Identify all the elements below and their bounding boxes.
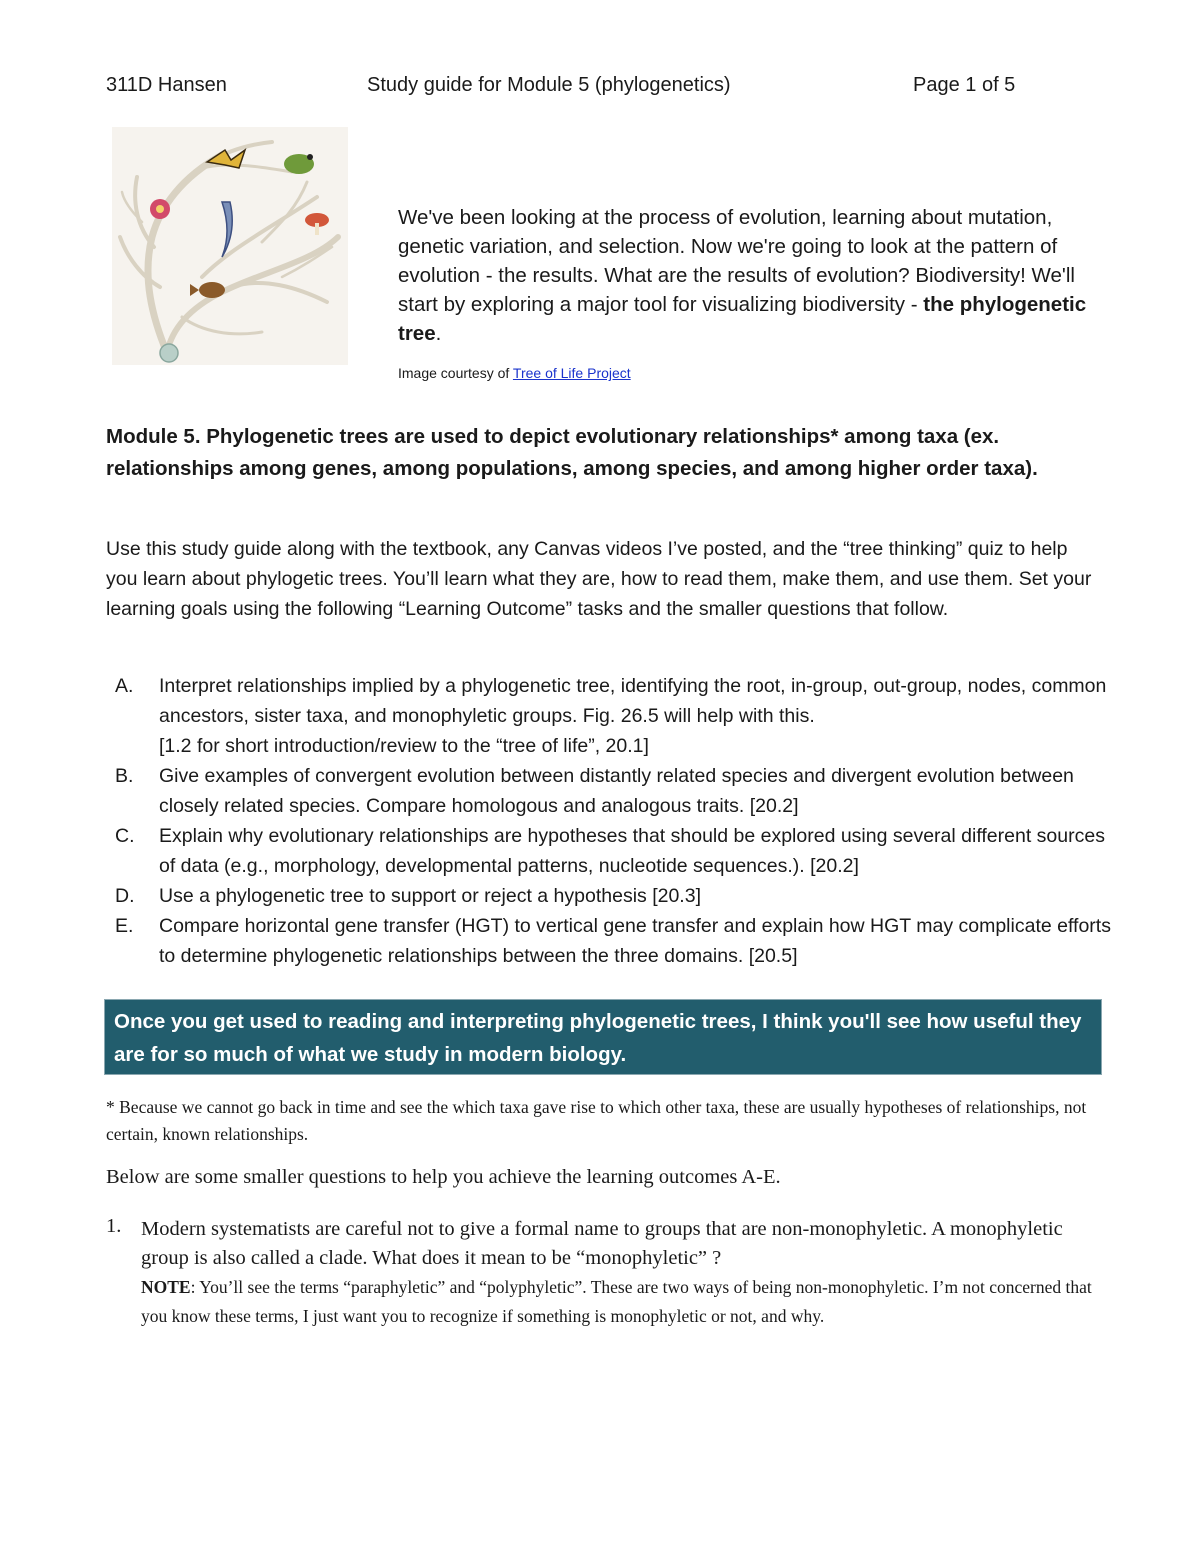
intro-text: We've been looking at the process of evolution, learning about mutation, genetic variation, and selection. Now we're going to look at the pattern of evolution - the results. What are the results of evolution? Biodiversity! We'll start by exploring a major tool for visualizing biodiversity - — [398, 206, 1075, 316]
outcome-item — [106, 761, 1116, 821]
outcome-letter: E. — [115, 915, 134, 937]
module-title: Module 5. Phylogenetic trees are used to depict evolutionary relationships* among taxa (ex. relationships among genes, among populations, among species, and among higher order taxa). — [106, 425, 1038, 480]
outcome-text: Explain why evolutionary relationships are hypotheses that should be explored using several different sources of data (e.g., morphology, developmental patterns, nucleotide sequences.). [20.2] — [159, 825, 1105, 877]
outcome-letter: A. — [115, 675, 134, 697]
intro-emphasis: the phylogenetic tree — [398, 293, 1087, 345]
usage-paragraph: Use this study guide along with the textbook, any Canvas videos I’ve posted, and the “tree thinking” quiz to help you learn about phylogetic trees. You’ll learn what they are, how to read them, make them, and use them. Set your learning goals using the following “Learning Outcome” tasks and the smaller questions that follow. — [106, 538, 1092, 620]
note-label: NOTE — [141, 1277, 191, 1297]
outcome-item — [106, 671, 1116, 761]
header-page-number: Page 1 of 5 — [913, 74, 1016, 96]
questions-intro: Below are some smaller questions to help you achieve the learning outcomes A-E. — [106, 1166, 781, 1188]
outcome-extra: [1.2 for short introduction/review to the “tree of life”, 20.1] — [159, 735, 649, 757]
question-note — [141, 1273, 1096, 1331]
learning-outcomes-list — [106, 671, 1116, 971]
outcome-text: Give examples of convergent evolution between distantly related species and divergent evolution between closely related species. Compare homologous and analogous traits. [20.2] — [159, 765, 1074, 817]
intro-paragraph — [398, 203, 1098, 348]
header-title: Study guide for Module 5 (phylogenetics) — [367, 74, 731, 96]
header-course: 311D Hansen — [106, 74, 227, 96]
outcome-letter: B. — [115, 765, 134, 787]
note-text: : You’ll see the terms “paraphyletic” and “polyphyletic”. These are two ways of being non-monophyletic. I’m not concerned that you know these terms, I just want you to recognize if something is monophyletic or not, and why. — [141, 1277, 1092, 1326]
question-item — [106, 1215, 1096, 1331]
outcome-text: Use a phylogenetic tree to support or reject a hypothesis [20.3] — [159, 885, 701, 907]
outcome-item — [106, 821, 1116, 881]
image-credit — [398, 365, 631, 381]
outcome-letter: C. — [115, 825, 135, 847]
footnote: * Because we cannot go back in time and see the which taxa gave rise to which other taxa, these are usually hypotheses of relationships, not certain, known relationships. — [106, 1097, 1087, 1144]
intro-end: . — [435, 322, 442, 345]
tree-of-life-icon — [112, 127, 348, 365]
outcome-letter: D. — [115, 885, 135, 907]
credit-prefix: Image courtesy of — [398, 365, 513, 381]
outcome-text: Interpret relationships implied by a phylogenetic tree, identifying the root, in-group, out-group, nodes, common ancestors, sister taxa, and monophyletic groups. Fig. 26.5 will help with this. — [159, 675, 1107, 727]
outcome-item — [106, 881, 1116, 911]
tree-of-life-link[interactable]: Tree of Life Project — [512, 365, 631, 381]
question-number: 1. — [106, 1215, 122, 1237]
callout-box: Once you get used to reading and interpreting phylogenetic trees, I think you'll see how useful they are for so much of what we study in modern biology. — [104, 999, 1102, 1075]
question-text: Modern systematists are careful not to give a formal name to groups that are non-monophyletic. A monophyletic group is also called a clade. What does it mean to be “monophyletic” ? — [141, 1218, 1063, 1269]
outcome-text: Compare horizontal gene transfer (HGT) to vertical gene transfer and explain how HGT may complicate efforts to determine phylogenetic relationships between the three domains. [20.5] — [159, 915, 1111, 967]
outcome-item — [106, 911, 1116, 971]
